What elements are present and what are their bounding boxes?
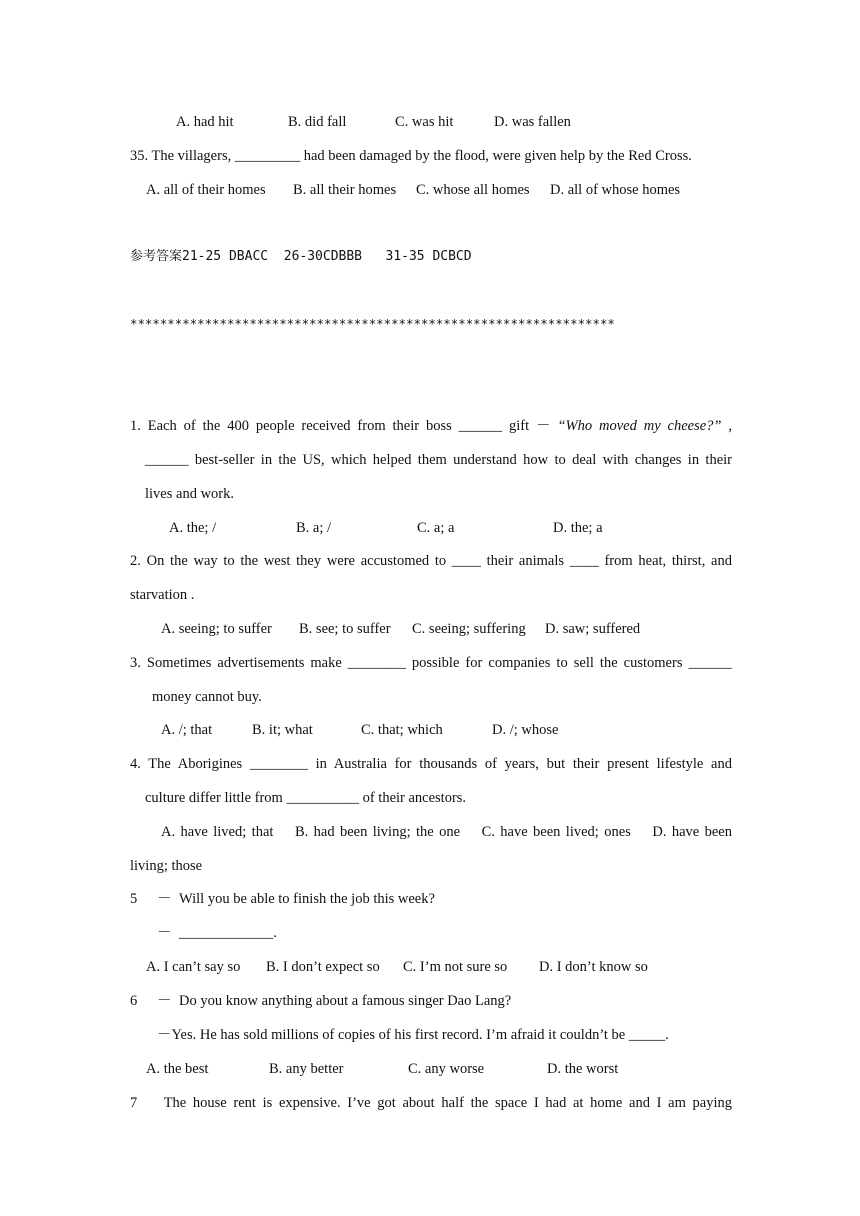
q3-line1: 3. Sometimes advertisements make ________ possible for companies to sell the customers ______ bbox=[130, 655, 732, 671]
q6-option-b: B. any better bbox=[269, 1061, 344, 1077]
q2-options bbox=[161, 620, 640, 638]
q2-option-c: C. seeing; suffering bbox=[412, 621, 526, 637]
q6-question: Do you know anything about a famous singer Dao Lang? bbox=[179, 993, 512, 1009]
q4-line1: 4. The Aborigines ________ in Australia for thousands of years, but their present lifestyle and bbox=[130, 756, 732, 772]
q1-line2: ______ best-seller in the US, which helped them understand how to deal with changes in their bbox=[145, 452, 732, 468]
q5-options bbox=[146, 958, 648, 976]
q35-option-b: B. all their homes bbox=[293, 182, 397, 198]
q5-option-a: A. I can’t say so bbox=[146, 959, 241, 975]
q1-option-a: A. the; / bbox=[169, 520, 217, 536]
q5-option-d: D. I don’t know so bbox=[539, 959, 648, 975]
q3-option-d: D. /; whose bbox=[492, 722, 559, 738]
q5-number: 5 bbox=[130, 891, 138, 907]
q35-option-c: C. whose all homes bbox=[416, 182, 530, 198]
q1-option-d: D. the; a bbox=[553, 520, 603, 536]
q6-number: 6 bbox=[130, 993, 138, 1009]
q35-option-a: A. all of their homes bbox=[146, 182, 266, 198]
q2-line1: 2. On the way to the west they were accustomed to ____ their animals ____ from heat, thirst, and bbox=[130, 553, 732, 569]
q6-options bbox=[146, 1060, 618, 1078]
q34-option-d: D. was fallen bbox=[494, 114, 571, 130]
q2-option-a: A. seeing; to suffer bbox=[161, 621, 272, 637]
q1-line1 bbox=[130, 417, 732, 435]
q35-option-d: D. all of whose homes bbox=[550, 182, 681, 198]
q2-line2: starvation . bbox=[130, 587, 195, 603]
q6-option-d: D. the worst bbox=[547, 1061, 619, 1077]
q34-option-b: B. did fall bbox=[288, 114, 347, 130]
q1-line3: lives and work. bbox=[145, 486, 234, 502]
q1-option-c: C. a; a bbox=[417, 520, 455, 536]
answer-key: 参考答案21-25 DBACC 26-30CDBBB 31-35 DCBCD bbox=[130, 249, 472, 264]
q34-option-c: C. was hit bbox=[395, 114, 454, 130]
q5-answer-dash: － bbox=[157, 925, 172, 941]
q5-answer-blank: _____________. bbox=[179, 925, 277, 941]
q3-option-b: B. it; what bbox=[252, 722, 313, 738]
q3-option-a: A. /; that bbox=[161, 722, 213, 738]
q5-question: Will you be able to finish the job this week? bbox=[179, 891, 435, 907]
q3-options bbox=[161, 721, 558, 739]
q1-book-title: “Who moved my cheese?” bbox=[557, 418, 722, 434]
q4-options: A. have lived; that B. had been living; the one C. have been lived; ones D. have been bbox=[161, 824, 732, 840]
q35-stem: 35. The villagers, _________ had been damaged by the flood, were given help by the Red Cross. bbox=[130, 148, 692, 164]
q5-option-b: B. I don’t expect so bbox=[266, 959, 380, 975]
q1-stem-end: , bbox=[721, 418, 733, 434]
q3-option-c: C. that; which bbox=[361, 722, 443, 738]
q35-options bbox=[146, 181, 680, 199]
q6-option-c: C. any worse bbox=[408, 1061, 485, 1077]
q6-option-a: A. the best bbox=[146, 1061, 209, 1077]
q5-option-c: C. I’m not sure so bbox=[403, 959, 508, 975]
q1-option-b: B. a; / bbox=[296, 520, 332, 536]
q3-line2: money cannot buy. bbox=[152, 689, 262, 705]
q1-options bbox=[169, 519, 603, 537]
q2-option-b: B. see; to suffer bbox=[299, 621, 391, 637]
q6-question-dash: － bbox=[157, 993, 172, 1009]
q6-answer: －Yes. He has sold millions of copies of his first record. I’m afraid it couldn’t be _____. bbox=[157, 1027, 669, 1043]
q34-option-a: A. had hit bbox=[176, 114, 234, 130]
q4-options-wrap: living; those bbox=[130, 858, 203, 874]
q7-line1: 7 The house rent is expensive. I’ve got about half the space I had at home and I am paying bbox=[130, 1095, 732, 1111]
q5-question-dash: － bbox=[157, 891, 172, 907]
q2-option-d: D. saw; suffered bbox=[545, 621, 641, 637]
q1-stem: 1. Each of the 400 people received from their boss ______ gift － bbox=[130, 418, 558, 434]
q4-line2: culture differ little from __________ of their ancestors. bbox=[145, 790, 467, 806]
q34-options bbox=[176, 113, 571, 131]
separator-line: ***************************************************************** bbox=[130, 316, 615, 331]
